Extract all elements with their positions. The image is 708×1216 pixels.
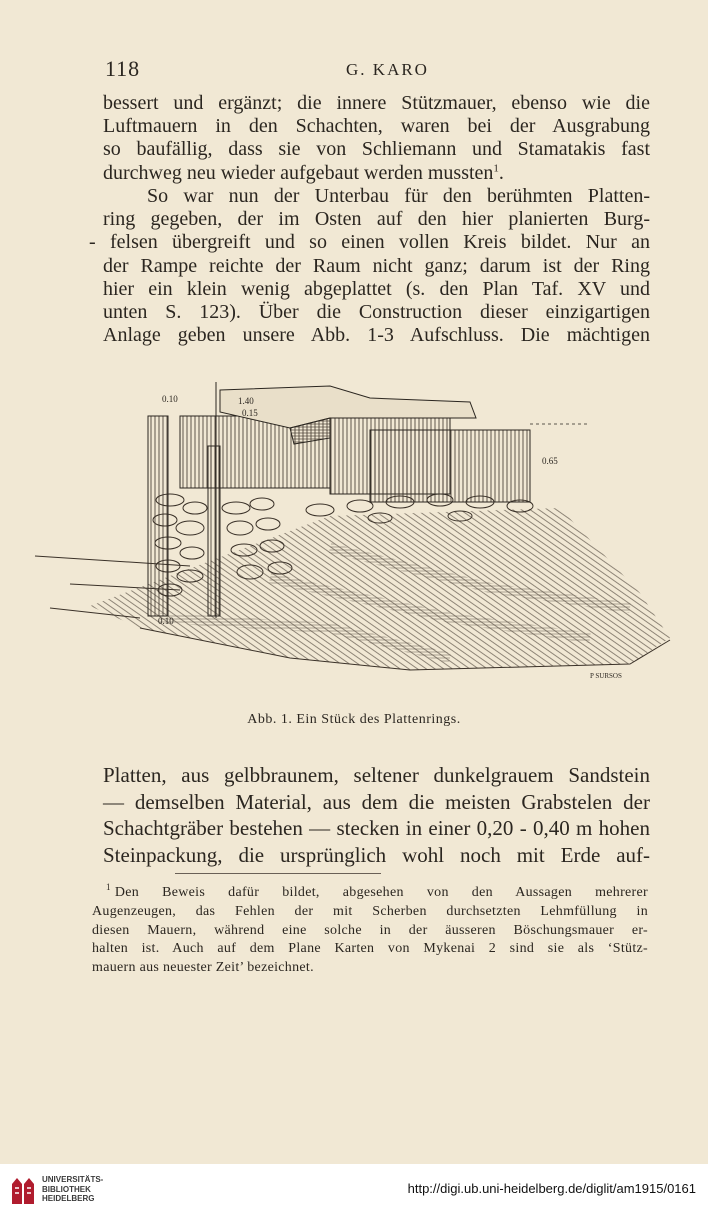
library-logo-icon [8, 1174, 38, 1206]
footnote [92, 884, 648, 978]
footer-bar [0, 1164, 708, 1216]
library-name-line: UNIVERSITÄTS- [42, 1175, 104, 1184]
rock-ground [90, 508, 670, 670]
dim-label-bottom: 0.10 [158, 616, 174, 626]
slab-left [148, 416, 168, 616]
dim-label-right: 0.65 [542, 456, 558, 466]
dim-label-top: 1.40 [238, 396, 254, 406]
page-number: 118 [105, 56, 141, 81]
page-header [105, 56, 650, 84]
running-head: G. KARO [346, 60, 429, 79]
dim-label-top-left: 0.10 [162, 394, 178, 404]
text-segment: durchweg neu wieder aufgebaut werden mussten [103, 161, 494, 184]
paragraph-continuation [103, 92, 650, 185]
footnote-text: Den Beweis dafür bildet, abgesehen von den Aussagen mehrerer [114, 885, 648, 900]
footnote-rule [175, 873, 381, 874]
text-line: Schachtgräber bestehen — stecken in einer 0,20 - 0,40 m hohen [103, 816, 650, 841]
paragraph-plattenring [89, 185, 650, 347]
footnote-number: 1 [106, 882, 111, 893]
text-line: Anlage geben unsere Abb. 1-3 Aufschluss. Die mächtigen [103, 324, 650, 347]
paragraph-platten [103, 762, 650, 868]
text-line: Steinpackung, die ursprünglich wohl noch mit Erde auf- [103, 842, 650, 867]
library-name-line: HEIDELBERG [42, 1194, 95, 1203]
artist-signature: P SURSOS [590, 672, 622, 680]
footnote-line [92, 884, 648, 903]
slab-right [370, 430, 530, 502]
text-line: Luftmauern in den Schachten, waren bei der Ausgrabung [103, 115, 650, 138]
text-line: der Rampe reichte der Raum nicht ganz; darum ist der Ring [103, 254, 650, 277]
library-name-line: BIBLIOTHEK [42, 1184, 91, 1194]
dim-label-inner: 0.15 [242, 408, 258, 418]
footnote-line: mauern aus neuester Zeit’ bezeichnet. [92, 960, 314, 976]
text-segment: . [498, 161, 504, 184]
text-line: ring gegeben, der im Osten auf den hier planierten Burg- [103, 208, 650, 231]
footnote-reference: 1 [493, 161, 499, 174]
slab-front [208, 446, 220, 616]
text-line: — demselben Material, aus dem die meisten Grabstelen der [103, 789, 650, 814]
plattenring-illustration [30, 378, 680, 698]
figure-plattenring [30, 378, 680, 698]
text-line: unten S. 123). Über die Construction dieser einzigartigen [103, 300, 650, 323]
text-line [103, 162, 650, 185]
footnote-line: Augenzeugen, das Fehlen der mit Scherben durchsetzten Lehmfüllung in [92, 903, 648, 919]
library-name [42, 1175, 103, 1204]
text-line: Platten, aus gelbbraunem, seltener dunkelgrauem Sandstein [103, 763, 650, 787]
figure-caption: Abb. 1. Ein Stück des Plattenrings. [247, 712, 461, 727]
text-line: - felsen übergreift und so einen vollen Kreis bildet. Nur an [89, 231, 650, 254]
text-line: hier ein klein wenig abgeplattet (s. den Plan Taf. XV und [103, 277, 650, 300]
source-url-link[interactable]: http://digi.ub.uni-heidelberg.de/diglit/am1915/0161 [407, 1181, 696, 1196]
text-line: bessert und ergänzt; die innere Stützmauer, ebenso wie die [103, 92, 650, 114]
footnote-line: diesen Mauern, während eine solche in der äusseren Böschungsmauer er- [92, 922, 648, 938]
text-line: So war nun der Unterbau für den berühmten Platten- [147, 185, 650, 207]
footnote-line: halten ist. Auch auf dem Plane Karten von Mykenai 2 sind sie als ‘Stütz- [92, 941, 648, 957]
text-line: so baufällig, dass sie von Schliemann und Stamatakis fast [103, 138, 650, 161]
